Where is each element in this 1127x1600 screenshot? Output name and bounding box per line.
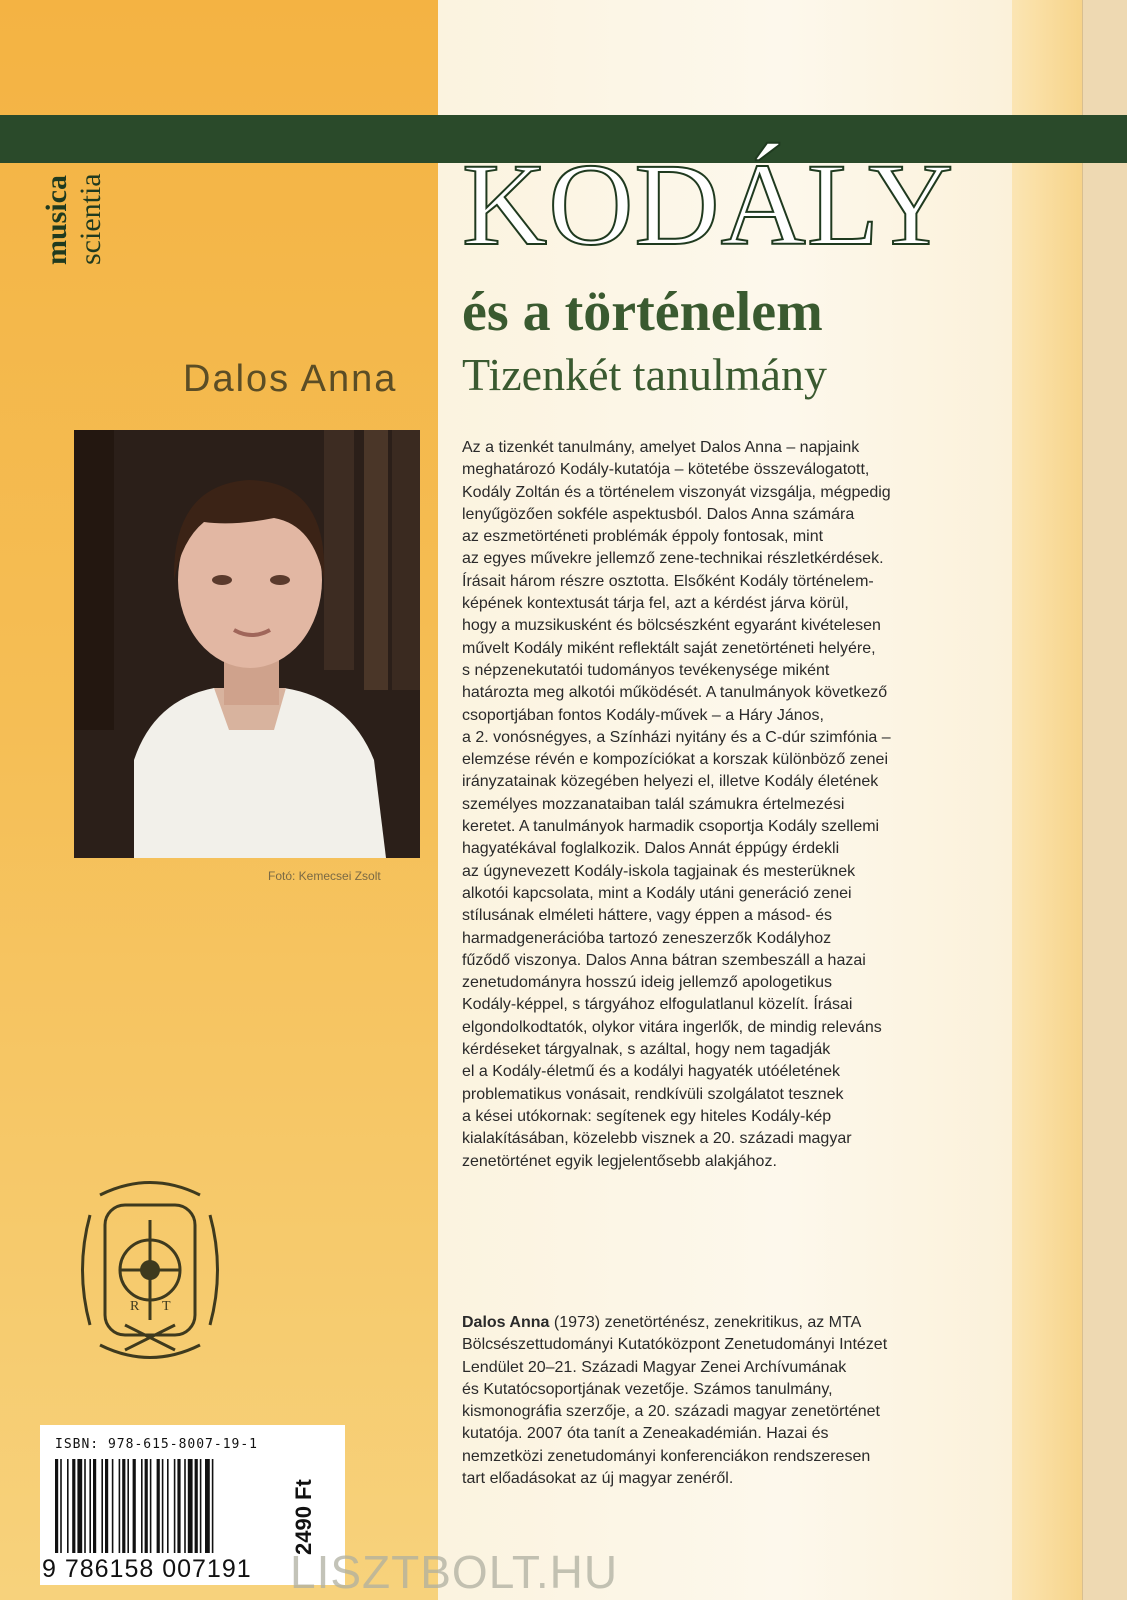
barcode-bar [184, 1459, 186, 1553]
description-line: el a Kodály-életmű és a kodályi hagyaték utóéletének [462, 1063, 841, 1081]
bio-line: Bölcsészettudományi Kutatóközpont Zenetudományi Intézet [462, 1336, 888, 1354]
barcode-bar [145, 1459, 148, 1553]
bio-line: kutatója. 2007 óta tanít a Zeneakadémián. Hazai és [462, 1425, 829, 1443]
barcode-digits: 9 786158 007191 [42, 1555, 252, 1583]
description-line: határozta meg alkotói működését. A tanulmányok következő [462, 684, 888, 702]
barcode-bar [150, 1459, 152, 1553]
description-line: stílusának elméleti háttere, vagy éppen a másod- és [462, 907, 832, 925]
description-line: Az a tizenkét tanulmány, amelyet Dalos Anna – napjaink [462, 439, 860, 456]
description-line: személyes mozzanataiban talál számukra értelmezési [462, 795, 845, 813]
barcode-bar [205, 1459, 210, 1553]
barcode-bar [200, 1459, 202, 1553]
description-line: problematikus vonásait, rendkívüli szolgálatot tesznek [462, 1085, 844, 1103]
description-line: harmadgenerációba tartozó zeneszerzők Kodályhoz [462, 929, 832, 947]
barcode-bar [101, 1459, 103, 1553]
barcode-bar [195, 1459, 198, 1553]
bio-line: nemzetközi zenetudományi konferenciákon rendszeresen [462, 1447, 871, 1465]
spine-strip [1012, 0, 1082, 1600]
description-line: alkotói kapcsolata, mint a Kodály utáni generáció zenei [462, 884, 852, 902]
description-line: művelt Kodály miként reflektált saját zenetörténeti helyére, [462, 639, 876, 657]
barcode-bar [105, 1459, 108, 1553]
description-line: az úgynevezett Kodály-iskola tagjainak és mesterüknek [462, 862, 856, 880]
author-name: Dalos Anna [183, 358, 398, 400]
description-line: képének kontextusát tárja fel, azt a kérdést járva körül, [462, 595, 849, 613]
author-portrait-illustration [74, 430, 420, 858]
description-line: elemzése révén e kompozíciókat a korszak különböző zenei [462, 751, 888, 769]
barcode-bar [167, 1459, 169, 1553]
barcode-bar [119, 1459, 121, 1553]
author-photo [74, 430, 420, 858]
store-watermark: LISZTBOLT.HU [290, 1546, 619, 1598]
barcode-bar [188, 1459, 193, 1553]
svg-text:T: T [162, 1299, 171, 1314]
bio-author-name: Dalos Anna [462, 1314, 550, 1331]
barcode-bar [89, 1459, 91, 1553]
description-line: a kései utókornak: segítenek egy hiteles Kodály-kép [462, 1107, 832, 1125]
book-subtitle: és a történelem [462, 281, 823, 343]
barcode-bar [77, 1459, 82, 1553]
barcode-bars [55, 1459, 290, 1553]
description-line: Kodály Zoltán és a történelem viszonyát vizsgálja, mégpedig [462, 483, 891, 501]
description-line: a 2. vonósnégyes, a Színházi nyitány és a C-dúr szimfónia – [462, 728, 891, 746]
barcode-bar [93, 1459, 96, 1553]
barcode-bar [55, 1459, 58, 1553]
description-line: irányzatainak közegében helyezi el, illetve Kodály életének [462, 773, 879, 791]
barcode-bar [127, 1459, 129, 1553]
barcode-bar [177, 1459, 180, 1553]
barcode-bar [133, 1459, 136, 1553]
book-title: KODÁLY [462, 139, 955, 270]
barcode-bar [60, 1459, 62, 1553]
description-line: s népzenekutatói tudományos tevékenysége miként [462, 661, 830, 679]
series-word-musica: musica [40, 175, 73, 265]
publisher-emblem-icon [70, 1175, 230, 1365]
description-line: elgondolkodtatók, olykor vitára ingerlők, de mindig releváns [462, 1018, 882, 1036]
svg-text:R: R [130, 1299, 140, 1314]
barcode-bar [84, 1459, 86, 1553]
description-line: meghatározó Kodály-kutatója – kötetébe összeválogatott, [462, 461, 870, 479]
barcode-bar [141, 1459, 143, 1553]
series-label [40, 105, 130, 265]
barcode-bar [174, 1459, 176, 1553]
book-description [462, 437, 982, 1173]
description-line: keretet. A tanulmányok harmadik csoportja Kodály szellemi [462, 818, 880, 836]
barcode-bar [72, 1459, 75, 1553]
barcode-bar [157, 1459, 160, 1553]
description-line: zenetörténet egyik legjelentősebb alakjához. [462, 1152, 777, 1170]
bio-line: tart előadásokat az új magyar zenéről. [462, 1470, 734, 1488]
description-line: hagyatékával foglalkozik. Dalos Annát éppúgy érdekli [462, 840, 840, 858]
description-line: az eszmetörténeti problémák éppoly fontosak, mint [462, 528, 824, 546]
photo-credit: Fotó: Kemecsei Zsolt [268, 869, 381, 883]
description-line: zenetudományra hosszú ideig jellemző apologetikus [462, 974, 832, 992]
description-line: kialakításában, közelebb visznek a 20. századi magyar [462, 1130, 852, 1148]
bio-line: Lendület 20–21. Századi Magyar Zenei Archívumának [462, 1358, 847, 1376]
isbn: ISBN: 978-615-8007-19-1 [55, 1437, 259, 1452]
barcode-bar [162, 1459, 164, 1553]
author-bio [462, 1312, 982, 1490]
series-word-scientia: scientia [74, 173, 107, 265]
barcode-bar [212, 1459, 214, 1553]
description-line: Írásait három részre osztotta. Elsőként Kodály történelem- [462, 572, 874, 590]
description-line: Kodály-képpel, s tárgyához elfogulatlanul közelít. Írásai [462, 996, 853, 1014]
bio-line: kismonográfia szerzője, a 20. századi magyar zenetörténet [462, 1403, 880, 1421]
cover-edge [1082, 0, 1127, 1600]
price: 2490 Ft [291, 1479, 316, 1555]
book-subtitle-2: Tizenkét tanulmány [462, 349, 827, 400]
bio-line: és Kutatócsoportjának vezetője. Számos tanulmány, [462, 1380, 833, 1398]
description-line: kérdéseket tárgyalnak, s azáltal, hogy nem tagadják [462, 1041, 831, 1059]
description-line: hogy a muzsikusként és bölcsészként egyaránt kivételesen [462, 617, 881, 635]
description-line: az egyes művekre jellemző zene-technikai részletkérdések. [462, 550, 884, 568]
description-line: fűződő viszonya. Dalos Anna bátran szembeszáll a hazai [462, 951, 866, 969]
barcode-bar [122, 1459, 125, 1553]
barcode-bar [112, 1459, 114, 1553]
description-line: csoportjában fontos Kodály-művek – a Háry János, [462, 706, 824, 724]
description-line: lenyűgözően sokféle aspektusból. Dalos Anna számára [462, 505, 855, 523]
bio-first-line: (1973) zenetörténész, zenekritikus, az MTA [549, 1314, 862, 1331]
barcode-bar [67, 1459, 69, 1553]
